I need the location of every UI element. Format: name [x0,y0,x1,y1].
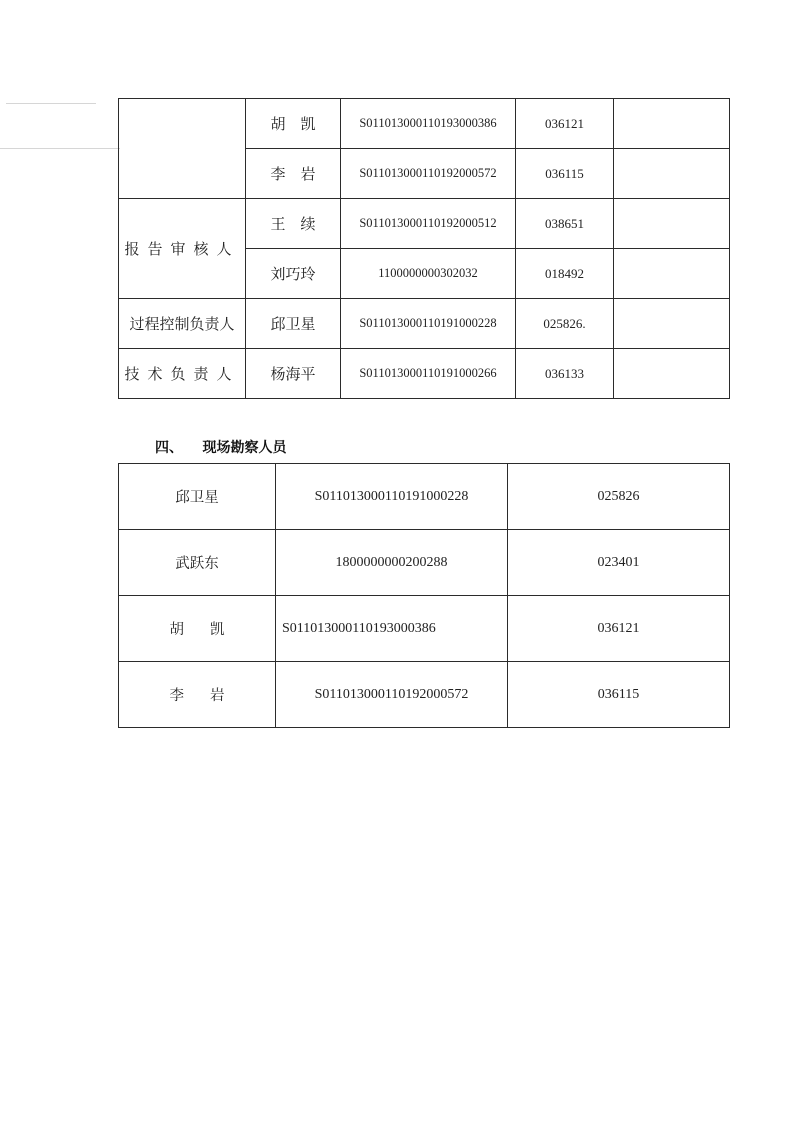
staff-id-cell: 038651 [516,199,614,249]
staff-name-cell: 王 续 [246,199,341,249]
staff-cert-cell: S011013000110192000512 [341,199,516,249]
section-number: 四、 [155,440,183,456]
survey-name-cell: 邱卫星 [119,464,276,530]
survey-cert-cell: S011013000110193000386 [276,596,508,662]
signature-cell [614,249,730,299]
staff-id-cell: 025826. [516,299,614,349]
table-row [119,99,730,149]
staff-name-cell: 邱卫星 [246,299,341,349]
staff-name-cell: 李 岩 [246,149,341,199]
role-cell: 技术负责人 [119,349,246,399]
table-row [119,199,730,249]
role-cell: 报告审核人 [119,199,246,299]
staff-cert-cell: S011013000110193000386 [341,99,516,149]
signature-cell [614,149,730,199]
scan-artifact-line [0,148,120,149]
scan-artifact-line [6,103,96,104]
table-row [119,464,730,530]
survey-name-cell: 胡凯 [119,596,276,662]
staff-name-cell: 杨海平 [246,349,341,399]
staff-cert-cell: S011013000110191000266 [341,349,516,399]
staff-cert-cell: S011013000110191000228 [341,299,516,349]
survey-id-cell: 025826 [508,464,730,530]
staff-name-cell: 胡 凯 [246,99,341,149]
staff-id-cell: 036115 [516,149,614,199]
staff-cert-cell: S011013000110192000572 [341,149,516,199]
signature-cell [614,199,730,249]
signature-cell [614,299,730,349]
table-row [119,596,730,662]
signature-cell [614,99,730,149]
staff-id-cell: 036133 [516,349,614,399]
staff-name-cell: 刘巧玲 [246,249,341,299]
survey-id-cell: 036115 [508,662,730,728]
survey-id-cell: 023401 [508,530,730,596]
role-cell: 过程控制负责人 [119,299,246,349]
staff-id-cell: 018492 [516,249,614,299]
survey-cert-cell: 1800000000200288 [276,530,508,596]
staff-id-cell: 036121 [516,99,614,149]
role-cell [119,99,246,199]
section-heading [155,437,287,457]
section-title: 现场勘察人员 [202,440,287,456]
staff-cert-cell: 1100000000302032 [341,249,516,299]
table-row [119,530,730,596]
table-row [119,662,730,728]
table-row [119,349,730,399]
survey-name-cell: 武跃东 [119,530,276,596]
survey-personnel-table [118,463,730,728]
survey-cert-cell: S011013000110192000572 [276,662,508,728]
table-row [119,299,730,349]
staff-table [118,98,730,399]
survey-cert-cell: S011013000110191000228 [276,464,508,530]
survey-id-cell: 036121 [508,596,730,662]
signature-cell [614,349,730,399]
survey-name-cell: 李岩 [119,662,276,728]
